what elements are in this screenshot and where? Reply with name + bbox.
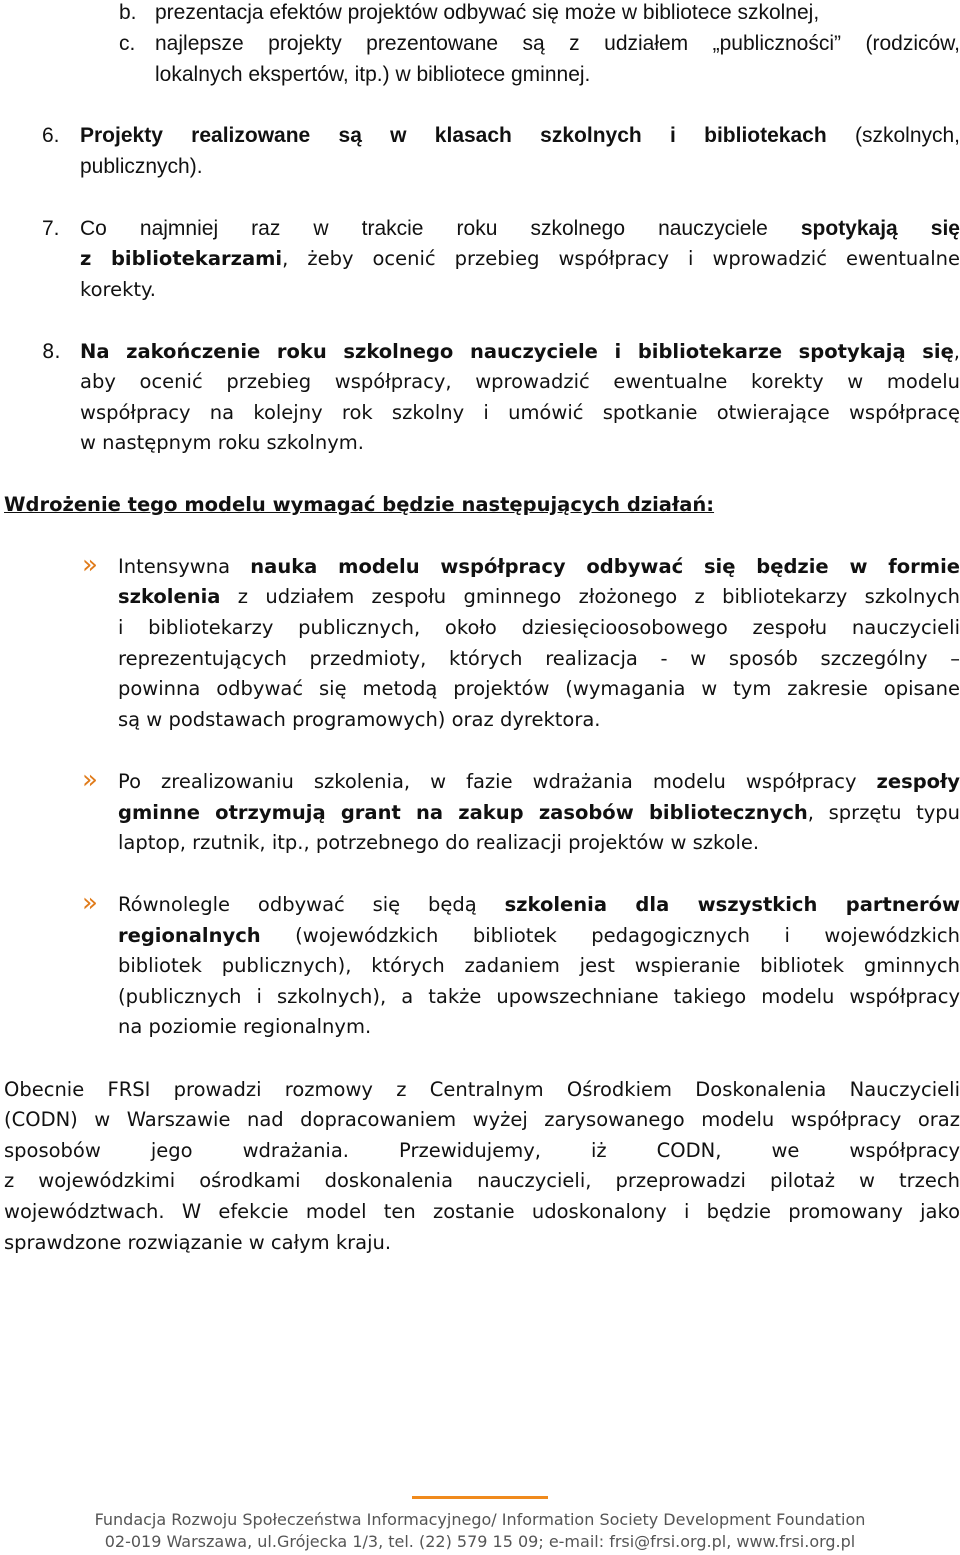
- bullet-1-line6: są w podstawach programowych) oraz dyrektora.: [118, 708, 601, 731]
- bullet-3-line1: [118, 890, 960, 920]
- item-8-line1: [80, 337, 960, 367]
- closing-line1: Obecnie FRSI prowadzi rozmowy z Centralnym Ośrodkiem Doskonalenia Nauczycieli: [4, 1078, 960, 1101]
- item-8-line1-tail: ,: [953, 340, 960, 363]
- closing-line4: z wojewódzkimi ośrodkami doskonalenia nauczycieli, przeprowadzi pilotaż w trzech: [4, 1169, 960, 1192]
- bullet-2-line2-bold: gminne otrzymują grant na zakup zasobów bibliotecznych: [118, 801, 808, 824]
- item-8-line1-bold: Na zakończenie roku szkolnego nauczyciele i bibliotekarze spotykają się: [80, 340, 954, 363]
- item-8-line4: w następnym roku szkolnym.: [80, 431, 364, 454]
- closing-line2: (CODN) w Warszawie nad dopracowaniem wyżej zarysowanego modelu współpracy oraz: [4, 1108, 960, 1131]
- bullet-2-line1-normal: Po zrealizowaniu szkolenia, w fazie wdrażania modelu współpracy: [118, 770, 877, 793]
- bullet-1-line2-bold: szkolenia: [118, 585, 221, 608]
- bullet-1-line1: [118, 552, 960, 582]
- closing-line5: województwach. W efekcie model ten zostanie udoskonalony i będzie promowany jako: [4, 1200, 960, 1223]
- item-6-bold: Projekty realizowane są w klasach szkolnych i bibliotekach: [80, 124, 827, 147]
- item-7-line2-bold: z bibliotekarzami: [80, 247, 283, 270]
- footer-divider: [412, 1496, 548, 1499]
- bullet-2-line1: [118, 767, 960, 797]
- closing-line6: sprawdzone rozwiązanie w całym kraju.: [4, 1231, 392, 1254]
- item-6-line2: publicznych).: [80, 155, 203, 178]
- bullet-3-line3: bibliotek publicznych), których zadaniem jest wspieranie bibliotek gminnych: [118, 954, 960, 977]
- item-7-line3: korekty.: [80, 278, 157, 301]
- item-8-line3: współpracy na kolejny rok szkolny i umówić spotkanie otwierające współpracę: [80, 401, 960, 424]
- item-7-line2-normal: , żeby ocenić przebieg współpracy i wprowadzić ewentualne: [282, 247, 960, 270]
- chevron-icon: »: [82, 550, 98, 580]
- list-marker-7: 7.: [42, 217, 60, 240]
- list-marker-c: c.: [119, 32, 136, 55]
- bullet-1-line2: [118, 582, 960, 612]
- item-6-normal: (szkolnych,: [854, 124, 960, 147]
- chevron-icon: »: [82, 765, 98, 795]
- bullet-1-line2-normal: z udziałem zespołu gminnego złożonego z bibliotekarzy szkolnych: [220, 585, 960, 608]
- list-marker-6: 6.: [42, 124, 60, 147]
- bullet-3-line2: [118, 921, 960, 951]
- bullet-3-line2-normal: (wojewódzkich bibliotek pedagogicznych i wojewódzkich: [260, 924, 960, 947]
- bullet-1-line1-normal: Intensywna: [118, 555, 251, 578]
- list-item-c-line2: lokalnych ekspertów, itp.) w bibliotece gminnej.: [155, 63, 591, 86]
- bullet-1-line3: i bibliotekarzy publicznych, około dziesięcioosobowego zespołu nauczycieli: [118, 616, 960, 639]
- bullet-1-line4: reprezentujących przedmioty, których realizacja - w sposób szczególny –: [118, 647, 960, 670]
- bullet-2-line2-normal: , sprzętu typu: [807, 801, 960, 824]
- bullet-3-line2-bold: regionalnych: [118, 924, 261, 947]
- bullet-3-line1-bold: szkolenia dla wszystkich partnerów: [504, 893, 960, 916]
- item-7-line1-normal: Co najmniej raz w trakcie roku szkolnego nauczyciele: [80, 217, 768, 240]
- bullet-3-line1-normal: Równolegle odbywać się będą: [118, 893, 505, 916]
- item-6-line1: [80, 121, 960, 151]
- bullet-3-line5: na poziomie regionalnym.: [118, 1015, 372, 1038]
- closing-line3: sposobów jego wdrażania. Przewidujemy, iż CODN, we współpracy: [4, 1139, 960, 1162]
- bullet-2-line1-bold: zespoły: [876, 770, 960, 793]
- item-7-line1-bold: spotykają się: [800, 217, 960, 240]
- section-heading: Wdrożenie tego modelu wymagać będzie następujących działań:: [4, 493, 715, 516]
- bullet-2-line3: laptop, rzutnik, itp., potrzebnego do realizacji projektów w szkole.: [118, 831, 760, 854]
- list-item-c-line1: najlepsze projekty prezentowane są z udziałem „publiczności” (rodziców,: [155, 32, 960, 55]
- list-marker-8: 8.: [42, 340, 61, 363]
- chevron-icon: »: [82, 888, 98, 918]
- bullet-1-line5: powinna odbywać się metodą projektów (wymagania w tym zakresie opisane: [118, 677, 960, 700]
- list-marker-b: b.: [119, 1, 137, 24]
- footer-contact: 02-019 Warszawa, ul.Grójecka 1/3, tel. (22) 579 15 09; e-mail: frsi@frsi.org.pl, www.frsi.org.pl: [104, 1532, 856, 1551]
- bullet-1-line1-bold: nauka modelu współpracy odbywać się będzie w formie: [250, 555, 960, 578]
- item-8-line2: aby ocenić przebieg współpracy, wprowadzić ewentualne korekty w modelu: [80, 370, 960, 393]
- bullet-3-line4: (publicznych i szkolnych), a także upowszechniane takiego modelu współpracy: [118, 985, 960, 1008]
- item-7-line2: [80, 244, 960, 274]
- footer-foundation-name: Fundacja Rozwoju Społeczeństwa Informacyjnego/ Information Society Development Foundation: [94, 1510, 866, 1529]
- list-item-b: prezentacja efektów projektów odbywać się może w bibliotece szkolnej,: [155, 1, 820, 24]
- item-7-line1: [80, 214, 960, 244]
- bullet-2-line2: [118, 798, 960, 828]
